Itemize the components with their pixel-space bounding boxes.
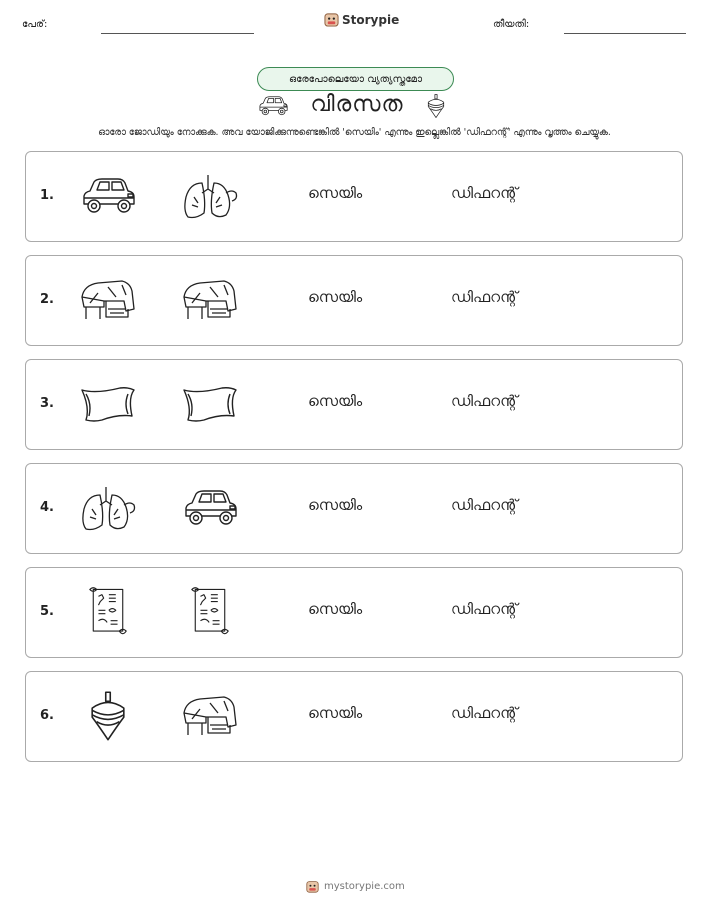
footer-url[interactable]: mystorypie.com	[324, 881, 405, 892]
option-different[interactable]: ഡിഫറന്റ്	[451, 496, 518, 514]
brand-logo	[324, 12, 399, 27]
question-number: 2.	[40, 292, 54, 307]
option-different[interactable]: ഡിഫറന്റ്	[451, 704, 518, 722]
covered-furniture-icon	[180, 274, 240, 326]
question-row	[25, 255, 683, 346]
option-same[interactable]: സെയിം	[308, 288, 363, 306]
question-row	[25, 671, 683, 762]
brand-name: Storypie	[342, 12, 400, 27]
pillow-icon	[78, 378, 138, 430]
footer	[306, 880, 405, 893]
covered-furniture-icon	[180, 690, 240, 742]
question-row	[25, 151, 683, 242]
instructions: ഓരോ ജോഡിയും നോക്കുക. അവ യോജിക്കുന്നുണ്ടെങ്കിൽ 'സെയിം' എന്നും ഇല്ലെങ്കിൽ 'ഡിഫറന്റ്' എന്നും വൃത്തം ചെയ്യുക.	[98, 127, 611, 138]
option-same[interactable]: സെയിം	[308, 600, 363, 618]
option-different[interactable]: ഡിഫറന്റ്	[451, 392, 518, 410]
spinning-top-icon	[78, 690, 138, 742]
question-row	[25, 463, 683, 554]
covered-furniture-icon	[78, 274, 138, 326]
date-field[interactable]	[564, 33, 686, 34]
question-number: 1.	[40, 188, 54, 203]
option-same[interactable]: സെയിം	[308, 184, 363, 202]
name-label: പേര്:	[22, 19, 48, 30]
worksheet-type-pill: ഒരേപോലെയോ വ്യത്യസ്തമോ	[257, 67, 454, 91]
question-number: 5.	[40, 604, 54, 619]
question-number: 4.	[40, 500, 54, 515]
option-different[interactable]: ഡിഫറന്റ്	[451, 288, 518, 306]
storypie-logo-icon	[306, 880, 319, 893]
option-same[interactable]: സെയിം	[308, 704, 363, 722]
option-same[interactable]: സെയിം	[308, 496, 363, 514]
car-icon	[78, 170, 138, 222]
lungs-icon	[78, 482, 138, 534]
option-same[interactable]: സെയിം	[308, 392, 363, 410]
car-icon	[256, 94, 290, 118]
option-different[interactable]: ഡിഫറന്റ്	[451, 184, 518, 202]
storypie-logo-icon	[324, 12, 339, 27]
lungs-icon	[180, 170, 240, 222]
page-title: വിരസത	[310, 92, 404, 117]
question-number: 6.	[40, 708, 54, 723]
question-number: 3.	[40, 396, 54, 411]
spinning-top-icon	[425, 93, 447, 119]
pillow-icon	[180, 378, 240, 430]
scroll-icon	[180, 586, 240, 638]
name-field[interactable]	[101, 33, 254, 34]
date-label: തീയതി:	[493, 19, 530, 30]
car-icon	[180, 482, 240, 534]
option-different[interactable]: ഡിഫറന്റ്	[451, 600, 518, 618]
question-row	[25, 359, 683, 450]
scroll-icon	[78, 586, 138, 638]
question-row	[25, 567, 683, 658]
